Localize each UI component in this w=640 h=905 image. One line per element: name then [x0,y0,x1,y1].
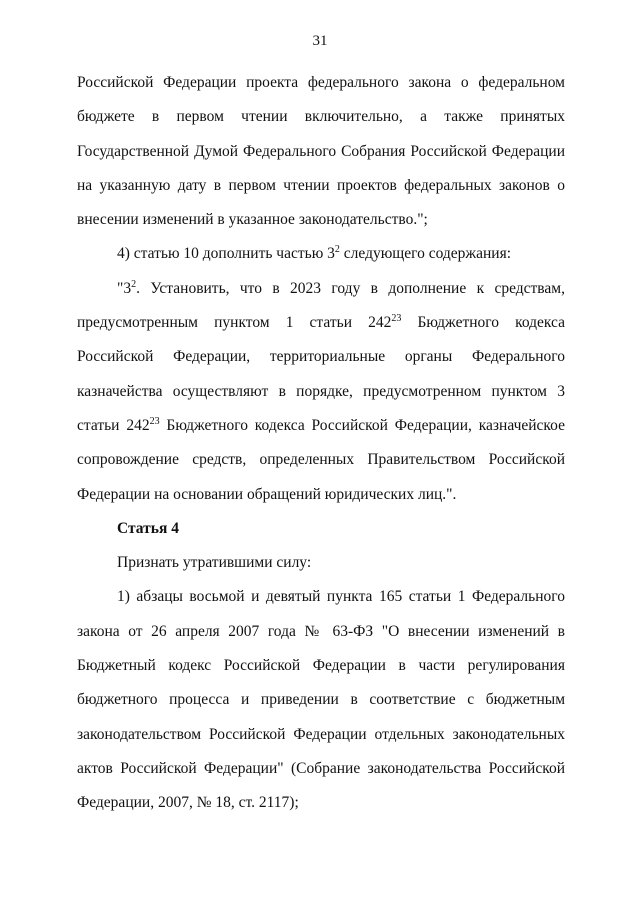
paragraph-budget-reading: Российской Федерации проекта федерального закона о федеральном бюджете в первом чтении включительно, а также принятых Государственной Думой Федерального Собрания Российской Федерации на указанную дату в первом чтении проектов федеральных законов о внесении изменений в указанное законодательство."; [77,74,565,229]
paragraph-repeal-intro: Признать утратившими силу: [117,554,312,572]
text-segment: следующего содержания: [339,245,512,263]
text-segment: 4) статью 10 дополнить частью 3 [117,245,335,263]
paragraph-repeal-item-1: 1) абзацы восьмой и девятый пункта 165 статьи 1 Федерального закона от 26 апреля 2007 года № 63-ФЗ "О внесении изменений в Бюджетный кодекс Российской Федерации в части регулирования бюджетного процесса и приведении в соответствие с бюджетным законодательством Российской Федерации отдельных законодательных актов Российской Федерации" (Собрание законодательства Российской Федерации, 2007, № 18, ст. 2117); [77,588,565,812]
superscript: 23 [391,313,402,325]
paragraph-part-3-2 [77,272,565,512]
superscript: 2 [334,244,340,256]
text-segment: Бюджетного кодекса Российской Федерации, казначейское сопровождение средств, определенных Правительством Российской Федерации на основании обращений юридических лиц.". [77,416,565,503]
text-segment: . Установить, что в 2023 году в дополнение к средствам, предусмотренным пунктом 1 статьи 242 [77,279,565,332]
text-segment: Бюджетного кодекса Российской Федерации, территориальные органы Федерального казначейства осуществляют в порядке, предусмотренном пунктом 3 статьи 242 [77,314,565,434]
paragraph-article-10-amendment [77,237,565,271]
superscript: 23 [149,415,160,427]
article-heading: Статья 4 [117,519,179,537]
document-body [77,66,565,821]
page-number: 31 [312,33,328,49]
superscript: 2 [131,278,137,290]
text-segment: "3 [117,279,132,297]
